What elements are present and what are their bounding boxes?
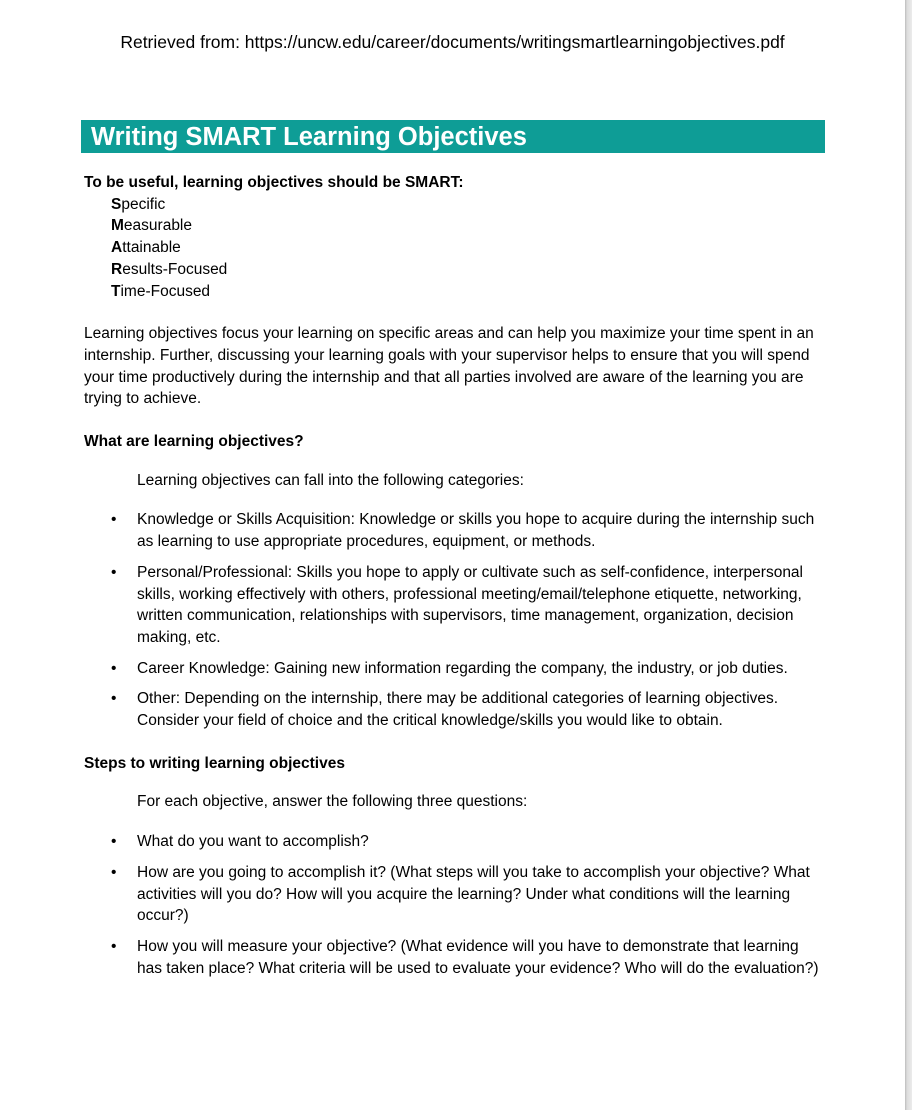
bullet-dot: • xyxy=(111,563,117,581)
page-edge-shadow xyxy=(905,0,912,1110)
smart-rest: ttainable xyxy=(122,239,181,257)
list-item-text: How are you going to accomplish it? (What steps will you take to accomplish your objective? What activities will you do? How will you acquire the learning? Under what conditions will the learning occur?) xyxy=(137,863,810,925)
document-body xyxy=(84,172,819,979)
smart-rest: pecific xyxy=(121,195,166,213)
bullet-dot: • xyxy=(111,690,117,708)
smart-rest: ime-Focused xyxy=(120,282,211,300)
categories-intro: Learning objectives can fall into the following categories: xyxy=(137,471,524,489)
list-item xyxy=(84,658,819,680)
bullet-dot: • xyxy=(111,511,117,529)
section-heading-steps: Steps to writing learning objectives xyxy=(84,754,345,772)
smart-item-measurable xyxy=(111,215,819,237)
list-item-text: Career Knowledge: Gaining new information regarding the company, the industry, or job duties. xyxy=(137,659,788,677)
list-item xyxy=(84,562,819,649)
smart-list xyxy=(84,194,819,303)
list-item-text: How you will measure your objective? (What evidence will you have to demonstrate that learning has taken place? What criteria will be used to evaluate your evidence? Who will do the evaluation?) xyxy=(137,937,819,977)
smart-initial: A xyxy=(111,239,123,257)
title-banner xyxy=(81,120,825,153)
document-title: Writing SMART Learning Objectives xyxy=(91,123,527,151)
smart-rest: easurable xyxy=(123,217,192,235)
list-item xyxy=(84,688,819,731)
smart-item-time-focused xyxy=(111,281,819,303)
list-item-text: What do you want to accomplish? xyxy=(137,833,369,851)
smart-item-results-focused xyxy=(111,259,819,281)
bullet-dot: • xyxy=(111,833,117,851)
smart-heading: To be useful, learning objectives should be SMART: xyxy=(84,174,464,191)
smart-initial: T xyxy=(111,282,121,300)
bullet-dot: • xyxy=(111,863,117,881)
list-item xyxy=(84,862,819,927)
list-item-text: Personal/Professional: Skills you hope to apply or cultivate such as self-confidence, interpersonal skills, working effectively with others, professional meeting/email/telephone etiquette, networking, written communication, relationships with supervisors, time management, organization, decision making, etc. xyxy=(137,563,804,646)
smart-initial: S xyxy=(111,195,122,213)
smart-initial: M xyxy=(111,217,124,235)
questions-list xyxy=(84,831,819,979)
smart-rest: esults-Focused xyxy=(122,260,228,278)
smart-item-specific xyxy=(111,194,819,216)
list-item-text: Knowledge or Skills Acquisition: Knowledge or skills you hope to acquire during the internship such as learning to use appropriate procedures, equipment, or methods. xyxy=(137,511,815,551)
questions-intro: For each objective, answer the following three questions: xyxy=(137,793,528,811)
categories-list xyxy=(84,509,819,731)
smart-item-attainable xyxy=(111,237,819,259)
bullet-dot: • xyxy=(111,659,117,677)
list-item xyxy=(84,509,819,552)
retrieved-from-line: Retrieved from: https://uncw.edu/career/documents/writingsmartlearningobjectives.pdf xyxy=(120,32,785,52)
smart-initial: R xyxy=(111,260,123,278)
list-item-text: Other: Depending on the internship, there may be additional categories of learning objectives. Consider your field of choice and the critical knowledge/skills you would like to obtain. xyxy=(137,690,779,730)
bullet-dot: • xyxy=(111,937,117,955)
list-item xyxy=(84,936,819,979)
list-item xyxy=(84,831,819,853)
section-heading-what-are: What are learning objectives? xyxy=(84,433,304,451)
intro-paragraph: Learning objectives focus your learning on specific areas and can help you maximize your time spent in an internship. Further, discussing your learning goals with your supervisor helps to ensure that you will spend your time productively during the internship and that all parties involved are aware of the learning you are trying to achieve. xyxy=(84,325,814,408)
